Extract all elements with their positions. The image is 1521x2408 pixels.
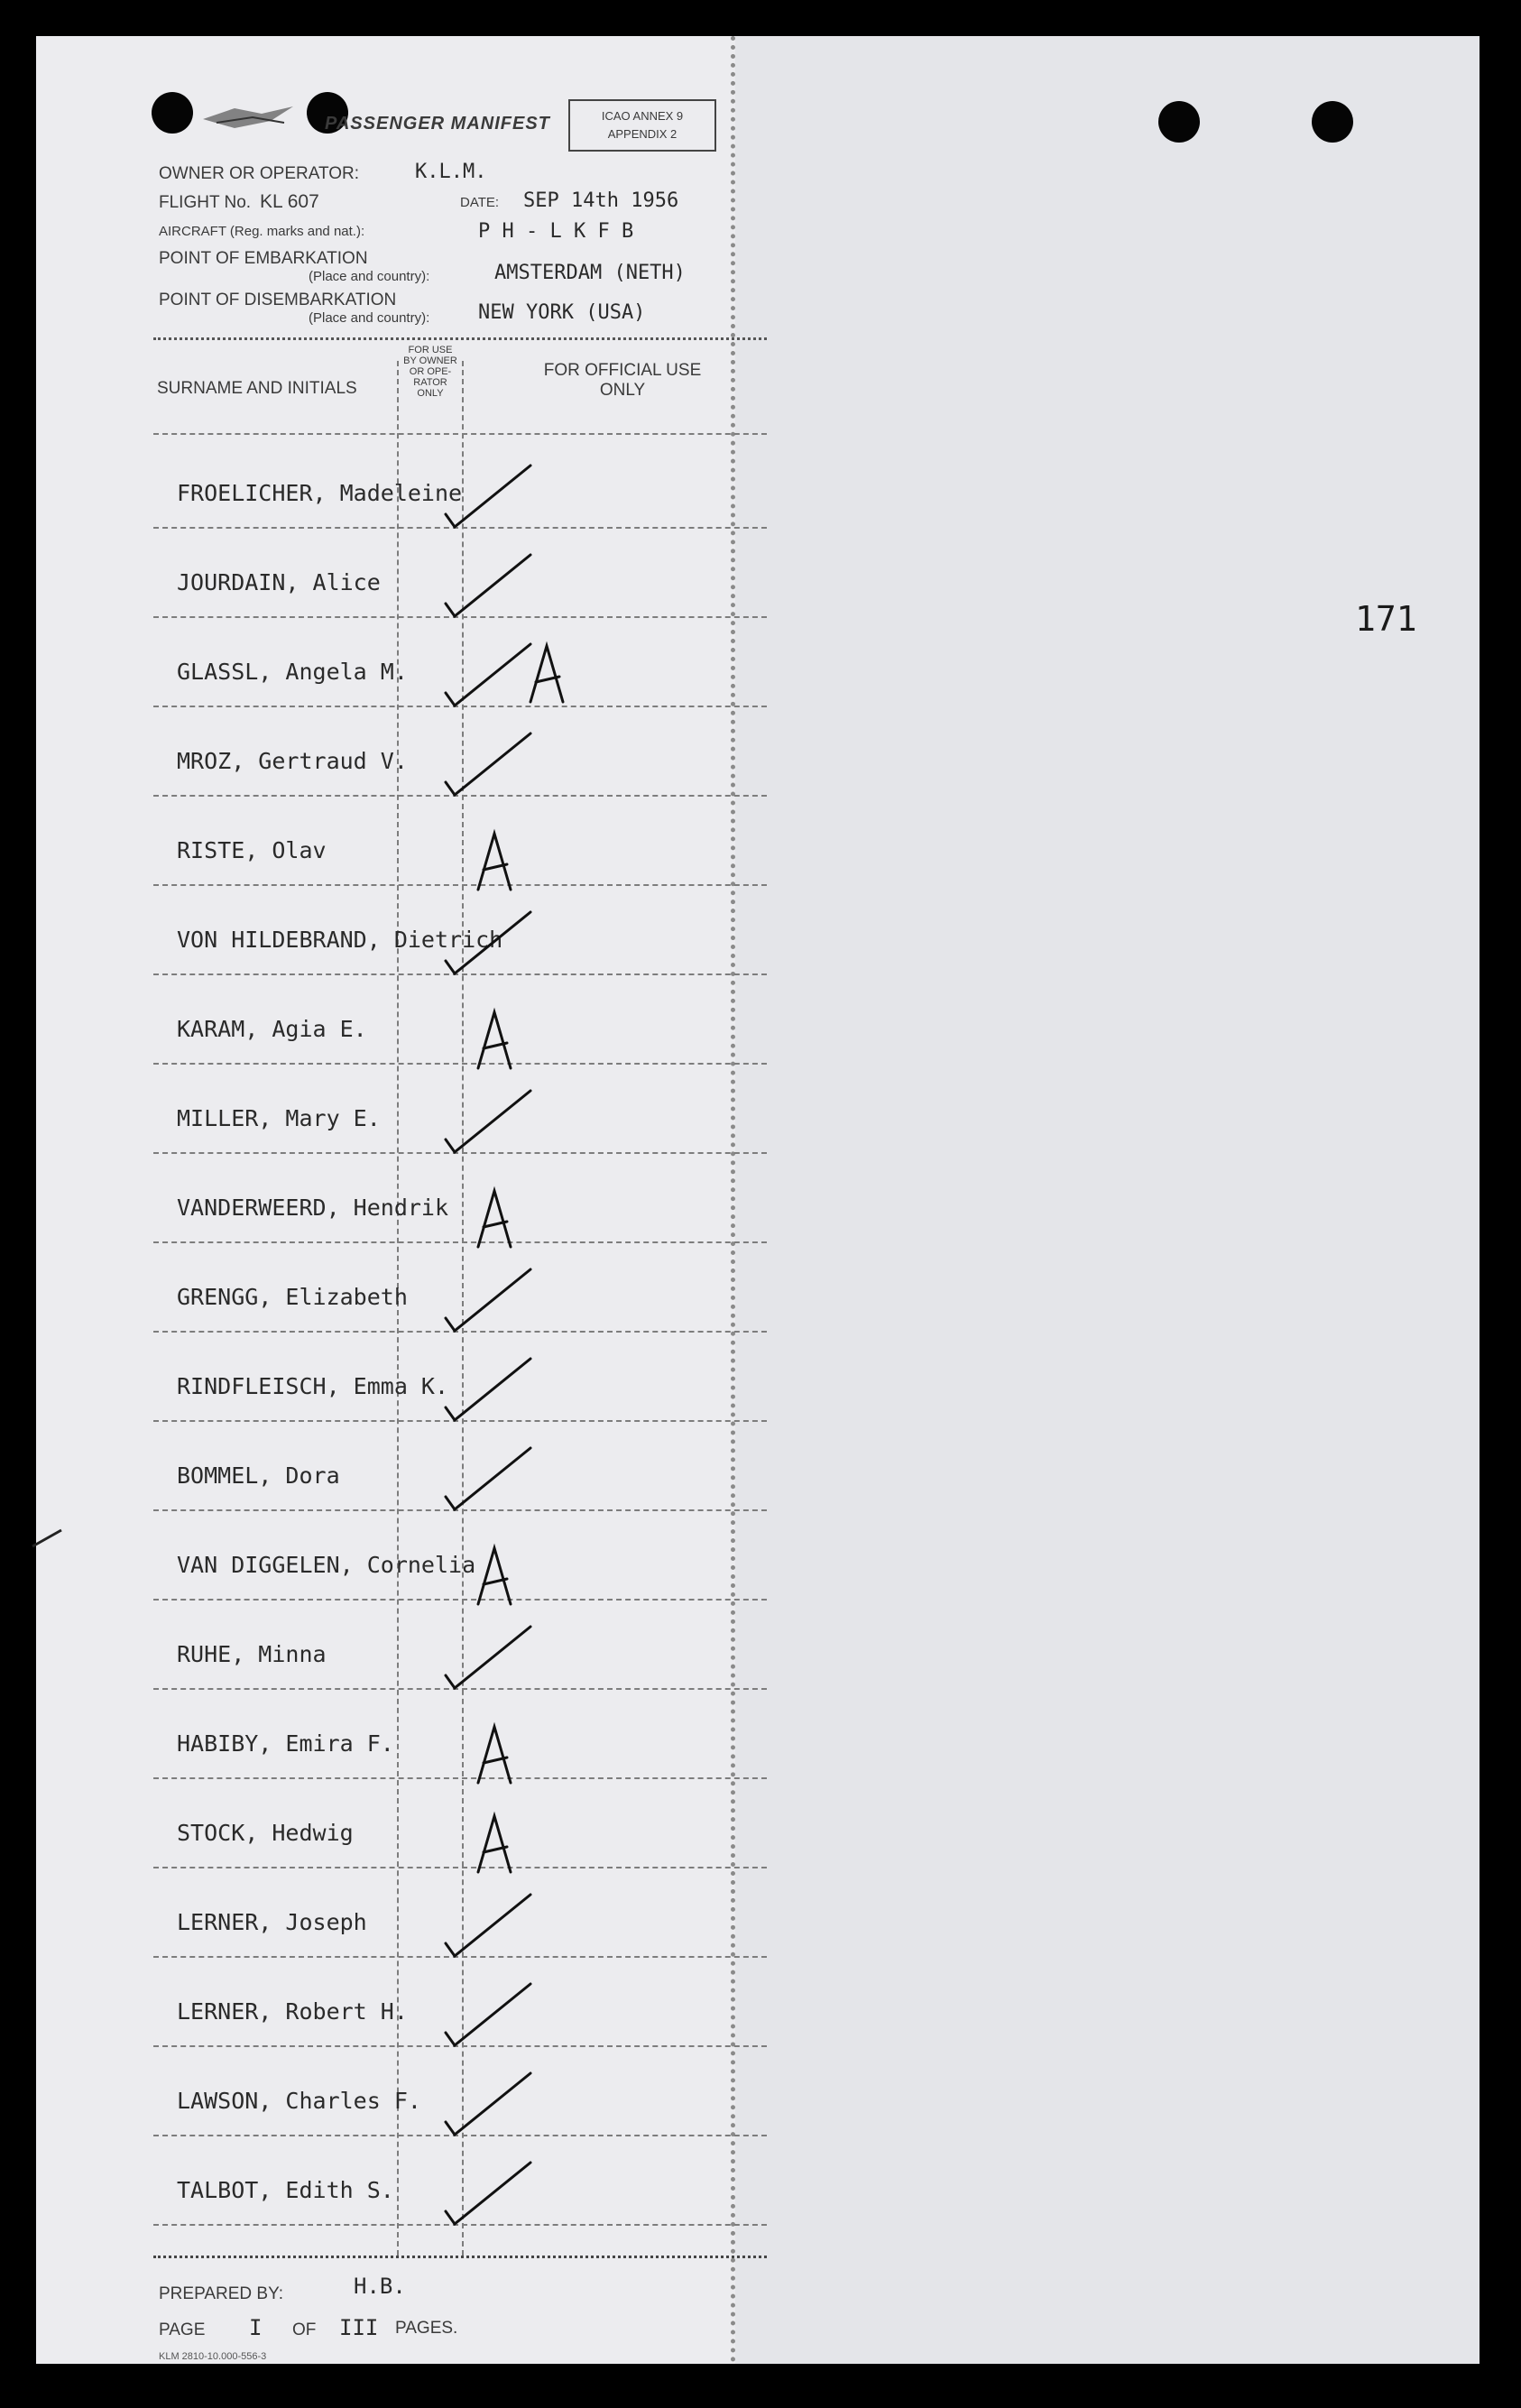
official-use-column-header xyxy=(514,361,731,401)
manifest-title: PASSENGER MANIFEST xyxy=(325,114,550,134)
passenger-name: JOURDAIN, Alice xyxy=(177,569,381,595)
passenger-name: VAN DIGGELEN, Cornelia xyxy=(177,1552,476,1578)
a-stamp-mark-icon xyxy=(424,1789,577,1888)
check-mark-icon xyxy=(424,539,577,638)
page-number: 171 xyxy=(1355,599,1417,639)
passenger-name: GRENGG, Elizabeth xyxy=(177,1284,408,1310)
disembarkation-label: POINT OF DISEMBARKATION xyxy=(159,291,397,309)
official-use-line1: FOR OFFICIAL USE xyxy=(543,361,702,380)
prepared-by-value: H.B. xyxy=(354,2274,406,2299)
airline-logo-icon xyxy=(198,101,298,137)
passenger-name: LERNER, Joseph xyxy=(177,1909,367,1935)
check-mark-icon xyxy=(424,1878,577,1978)
passenger-name: VANDERWEERD, Hendrik xyxy=(177,1195,449,1221)
passenger-name: LERNER, Robert H. xyxy=(177,1998,408,2025)
owner-label: OWNER OR OPERATOR: xyxy=(159,164,360,183)
passenger-name: GLASSL, Angela M. xyxy=(177,659,408,685)
aircraft-value: P H - L K F B xyxy=(478,220,634,243)
margin-mark xyxy=(31,1523,67,1550)
flight-label: FLIGHT No. xyxy=(159,193,252,212)
official-use-line2: ONLY xyxy=(599,381,646,400)
passenger-name: MILLER, Mary E. xyxy=(177,1105,381,1131)
manifest-sheet xyxy=(36,36,1480,2364)
punch-hole xyxy=(152,92,193,134)
disembarkation-value: NEW YORK (USA) xyxy=(478,301,646,324)
icao-appendix: APPENDIX 2 xyxy=(607,127,678,141)
aircraft-label: AIRCRAFT (Reg. marks and nat.): xyxy=(159,224,365,239)
date-label: DATE: xyxy=(460,195,500,210)
of-label: OF xyxy=(292,2320,317,2339)
check-mark-icon xyxy=(424,2146,577,2246)
prepared-by-label: PREPARED BY: xyxy=(159,2284,283,2303)
embarkation-sub: (Place and country): xyxy=(309,269,430,284)
footer-rule xyxy=(153,2256,767,2258)
flight-value: KL 607 xyxy=(260,191,319,212)
check-mark-icon xyxy=(424,449,577,549)
passenger-name: MROZ, Gertraud V. xyxy=(177,748,408,774)
check-mark-icon xyxy=(424,1075,577,1174)
passenger-name: RUHE, Minna xyxy=(177,1641,327,1667)
icao-annex: ICAO ANNEX 9 xyxy=(601,109,684,123)
page-value: I xyxy=(249,2315,263,2340)
a-stamp-mark-icon xyxy=(424,1700,577,1799)
punch-hole xyxy=(1158,101,1200,143)
passenger-name: VON HILDEBRAND, Dietrich xyxy=(177,927,503,953)
check-mark-icon xyxy=(424,1610,577,1710)
passenger-name: RISTE, Olav xyxy=(177,837,327,863)
check-mark-icon xyxy=(424,896,577,995)
check-mark-icon xyxy=(424,1342,577,1442)
passenger-name: KARAM, Agia E. xyxy=(177,1016,367,1042)
date-value: SEP 14th 1956 xyxy=(523,189,679,212)
a-stamp-mark-icon xyxy=(424,1521,577,1620)
punch-hole xyxy=(1312,101,1353,143)
check-mark-icon xyxy=(424,1432,577,1531)
check-mark-icon xyxy=(424,717,577,817)
passenger-name: LAWSON, Charles F. xyxy=(177,2088,421,2114)
a-stamp-mark-icon xyxy=(424,1164,577,1263)
embarkation-label: POINT OF EMBARKATION xyxy=(159,249,368,268)
a-stamp-mark-icon xyxy=(424,985,577,1084)
header-bottom-rule xyxy=(153,433,767,435)
check-mark-icon xyxy=(424,1968,577,2067)
passenger-name: FROELICHER, Madeleine xyxy=(177,480,463,506)
passenger-name: BOMMEL, Dora xyxy=(177,1462,340,1489)
header-rule xyxy=(153,337,767,340)
disembarkation-sub: (Place and country): xyxy=(309,310,430,326)
passenger-name: STOCK, Hedwig xyxy=(177,1820,354,1846)
page-label: PAGE xyxy=(159,2320,206,2339)
passenger-name: RINDFLEISCH, Emma K. xyxy=(177,1373,449,1399)
icao-reference-box xyxy=(568,99,716,152)
surname-column-header: SURNAME AND INITIALS xyxy=(157,379,357,398)
embarkation-value: AMSTERDAM (NETH) xyxy=(494,262,686,284)
owner-use-column-header: FOR USE BY OWNER OR OPE-RATOR ONLY xyxy=(403,345,457,399)
pages-label: PAGES. xyxy=(395,2319,458,2338)
form-code: KLM 2810-10.000-556-3 xyxy=(159,2351,267,2362)
check-mark-icon xyxy=(424,1253,577,1352)
check-mark-icon xyxy=(424,2057,577,2156)
of-value: III xyxy=(339,2315,379,2340)
owner-value: K.L.M. xyxy=(415,161,487,183)
passenger-name: HABIBY, Emira F. xyxy=(177,1730,394,1757)
a-stamp-mark-icon xyxy=(424,807,577,906)
check-mark-icon xyxy=(424,628,577,727)
passenger-name: TALBOT, Edith S. xyxy=(177,2177,394,2203)
